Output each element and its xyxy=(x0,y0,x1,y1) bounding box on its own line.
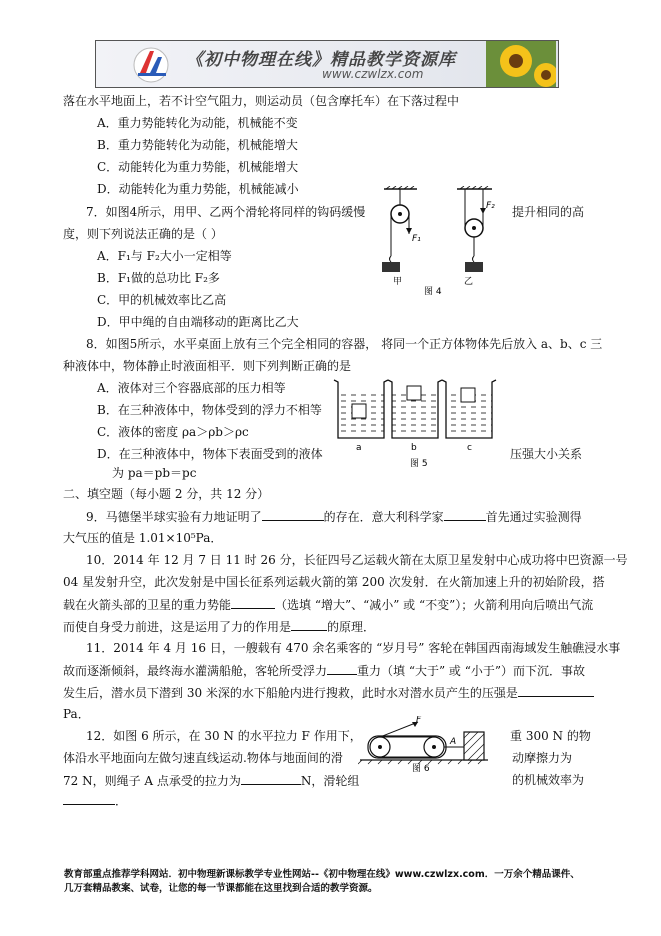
figure-6-caption: 图 6 xyxy=(412,764,430,772)
q9-part3: 首先通过实验测得 xyxy=(485,510,582,524)
q9-line1 xyxy=(86,508,582,525)
q6-option-b: B．重力势能转化为动能，机械能增大 xyxy=(97,138,298,152)
q8-option-c: C．液体的密度 ρa＞ρb＞ρc xyxy=(97,425,249,439)
figure-6-label-a: A xyxy=(450,737,457,747)
site-banner xyxy=(95,40,559,88)
q8-option-d-tail: 压强大小关系 xyxy=(510,447,583,461)
q9-part2: 的存在．意大利科学家 xyxy=(323,510,444,524)
q10-line3 xyxy=(63,596,593,613)
figure-4-pulleys xyxy=(372,186,512,298)
q7-line1-tail: 提升相同的高 xyxy=(512,205,585,219)
q9-blank-1[interactable] xyxy=(262,508,324,521)
q9-line2: 大气压的值是 1.01×10⁵Pa． xyxy=(63,531,223,545)
q12-line3 xyxy=(63,772,359,789)
q6-option-c: C．动能转化为重力势能，机械能增大 xyxy=(97,160,299,174)
q7-option-b: B．F₁做的总功比 F₂多 xyxy=(97,271,220,285)
q7-option-a: A．F₁与 F₂大小一定相等 xyxy=(97,249,232,263)
q10-line3a: 载在火箭头部的卫星的重力势能 xyxy=(63,598,232,612)
q12-line4 xyxy=(63,792,127,809)
q11-line1: 11．2014 年 4 月 16 日，一艘载有 470 余名乘客的 “岁月号” 客轮在韩国西南海域发生触礁浸水事 xyxy=(86,641,621,655)
figure-6-pulley-block xyxy=(358,716,490,772)
q6-option-a: A．重力势能转化为动能，机械能不变 xyxy=(97,116,298,130)
q11-blank-1[interactable] xyxy=(327,662,357,675)
figure-4-label-f1: F₁ xyxy=(412,234,421,244)
q10-line4a: 而使自身受力前进，这是运用了力的作用是 xyxy=(63,620,292,634)
q11-blank-2[interactable] xyxy=(518,684,594,697)
q11-line2 xyxy=(63,662,585,679)
q11-line2a: 故而逐渐倾斜，最终海水灌满船舱，客轮所受浮力 xyxy=(63,664,328,678)
q7-line1: 7．如图4所示，用甲、乙两个滑轮将同样的钩码缓慢 xyxy=(86,205,366,219)
q8-option-b: B．在三种液体中，物体受到的浮力不相等 xyxy=(97,403,322,417)
site-logo-icon xyxy=(126,43,176,85)
q10-blank-2[interactable] xyxy=(291,618,327,631)
figure-4-label-f2: F₂ xyxy=(486,201,495,211)
q7-option-c: C．甲的机械效率比乙高 xyxy=(97,293,227,307)
q7-line2: 度，则下列说法正确的是（ ） xyxy=(63,227,223,241)
q10-line3b: （选填 “增大”、“减小” 或 “不变”）；火箭利用向后喷出气流 xyxy=(275,598,594,612)
figure-5-label-a: a xyxy=(356,443,362,453)
q11-line3 xyxy=(63,684,594,701)
figure-4-caption: 图 4 xyxy=(424,287,442,297)
section-2-heading: 二、填空题（每小题 2 分，共 12 分） xyxy=(63,487,270,501)
q8-line2: 种液体中，物体静止时液面相平．则下列判断正确的是 xyxy=(63,359,352,373)
banner-title: 《初中物理在线》精品教学资源库 xyxy=(186,50,456,70)
q11-line3a: 发生后，潜水员下潜到 30 米深的水下船舱内进行搜救，此时水对潜水员产生的压强是 xyxy=(63,686,518,700)
figure-4-label-jia: 甲 xyxy=(393,277,403,287)
q12-line2: 体沿水平地面向左做匀速直线运动.物体与地面间的滑 xyxy=(63,751,343,765)
figure-6-label-f: F xyxy=(416,716,422,725)
q10-line1: 10．2014 年 12 月 7 日 11 时 26 分，长征四号乙运载火箭在太原卫星发射中心成功将中巴资源一号 xyxy=(86,553,628,567)
q12-line1: 12．如图 6 所示，在 30 N 的水平拉力 F 作用下， xyxy=(86,729,362,743)
q12-line2-tail: 动摩擦力为 xyxy=(512,751,573,765)
q12-line3b: N，滑轮组 xyxy=(300,774,360,788)
q6-option-d: D．动能转化为重力势能，机械能减小 xyxy=(97,182,299,196)
q7-option-d: D．甲中绳的自由端移动的距离比乙大 xyxy=(97,315,299,329)
q8-option-d: D．在三种液体中，物体下表面受到的液体 xyxy=(97,447,323,461)
figure-4-label-yi: 乙 xyxy=(464,277,474,287)
figure-5-caption: 图 5 xyxy=(410,459,428,469)
q12-line3a: 72 N，则绳子 A 点承受的拉力为 xyxy=(63,774,241,788)
q10-blank-1[interactable] xyxy=(231,596,275,609)
q8-line1: 8．如图5所示，水平桌面上放有三个完全相同的容器， 将同一个正方体物体先后放入 a、b、c 三 xyxy=(86,337,603,351)
q10-line2: 04 星发射升空，此次发射是中国长征系列运载火箭的第 200 次发射．在火箭加速上升的初始阶段，搭 xyxy=(63,575,605,589)
q12-blank-1[interactable] xyxy=(241,772,301,785)
container-a xyxy=(334,380,388,453)
q12-line3-tail: 的机械效率为 xyxy=(512,773,585,787)
footer-line1: 教育部重点推荐学科网站．初中物理新课标教学专业性网站--《初中物理在线》www.czwlzx.com．一万余个精品课件、 xyxy=(64,869,580,880)
figure-5-containers xyxy=(330,374,500,472)
q12-line4-period: ． xyxy=(115,794,128,808)
container-c xyxy=(442,380,496,453)
banner-url: www.czwlzx.com xyxy=(322,67,424,81)
footer-line2: 几万套精品教案、试卷，让您的每一节课都能在这里找到合适的教学资源。 xyxy=(64,883,378,894)
q11-line2b: 重力（填 “大于” 或 “小于”）而下沉．事故 xyxy=(357,664,585,678)
figure-5-label-b: b xyxy=(411,443,417,453)
q12-blank-2[interactable] xyxy=(63,792,115,805)
figure-5-label-c: c xyxy=(467,443,472,453)
q10-line4 xyxy=(63,618,375,635)
q10-line4b: 的原理． xyxy=(327,620,376,634)
q11-line4: Pa． xyxy=(63,707,90,721)
q6-stem: 落在水平地面上，若不计空气阻力，则运动员（包含摩托车）在下落过程中 xyxy=(63,94,460,108)
q9-part1: 9．马德堡半球实验有力地证明了 xyxy=(86,510,262,524)
sunflower-icon xyxy=(486,41,556,87)
q9-blank-2[interactable] xyxy=(444,508,486,521)
q8-option-a: A．液体对三个容器底部的压力相等 xyxy=(97,381,286,395)
q12-line1-tail: 重 300 N 的物 xyxy=(510,729,591,743)
q8-option-d-line2: 为 pa＝pb＝pc xyxy=(112,466,197,480)
container-b xyxy=(388,380,442,453)
